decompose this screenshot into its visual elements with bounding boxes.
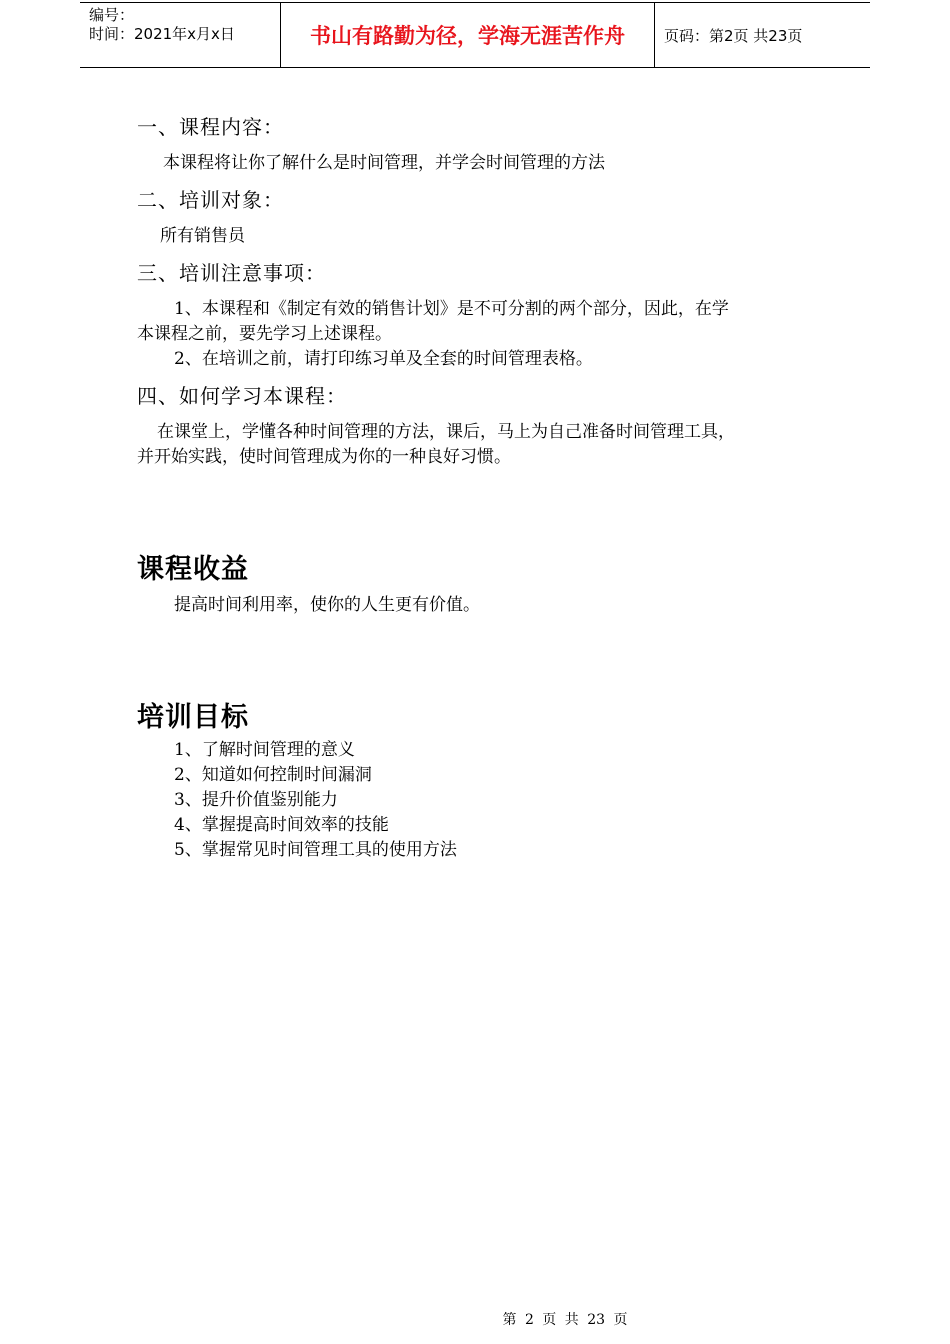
serial-label: 编号： (89, 6, 135, 24)
list-item: 2、知道如何控制时间漏洞 (174, 765, 372, 785)
header-page-label: 页码：第2页 共23页 (664, 27, 803, 45)
section-paragraph: 本课程将让你了解什么是时间管理，并学会时间管理的方法 (163, 153, 605, 173)
page-header (80, 2, 870, 68)
section-paragraph: 并开始实践，使时间管理成为你的一种良好习惯。 (137, 447, 511, 467)
list-item: 4、掌握提高时间效率的技能 (174, 815, 389, 835)
goals-title: 培训目标 (137, 702, 249, 733)
section-paragraph: 本课程之前，要先学习上述课程。 (137, 324, 392, 344)
section-paragraph: 2、在培训之前，请打印练习单及全套的时间管理表格。 (174, 349, 593, 369)
list-item: 1、了解时间管理的意义 (174, 740, 355, 760)
list-item: 5、掌握常见时间管理工具的使用方法 (174, 840, 457, 860)
list-item: 3、提升价值鉴别能力 (174, 790, 338, 810)
section-paragraph: 1、本课程和《制定有效的销售计划》是不可分割的两个部分，因此，在学 (174, 299, 729, 319)
section-heading-notes: 三、培训注意事项： (137, 261, 326, 285)
document-body (137, 110, 817, 863)
section-paragraph: 所有销售员 (160, 226, 245, 246)
section-heading-how-to-learn: 四、如何学习本课程： (137, 384, 347, 408)
goals-list (137, 738, 817, 863)
section-heading-audience: 二、培训对象： (137, 188, 284, 212)
header-meta-cell (80, 3, 281, 67)
section-heading-content: 一、课程内容： (137, 115, 284, 139)
page-footer: 第 2 页 共 23 页 (502, 1312, 628, 1328)
date-label: 时间：2021年x月x日 (89, 25, 235, 43)
benefits-title: 课程收益 (137, 554, 249, 585)
benefits-text: 提高时间利用率，使你的人生更有价值。 (174, 595, 480, 615)
header-motto: 书山有路勤为径，学海无涯苦作舟 (281, 3, 655, 67)
section-paragraph: 在课堂上，学懂各种时间管理的方法，课后，马上为自己准备时间管理工具， (157, 422, 735, 442)
